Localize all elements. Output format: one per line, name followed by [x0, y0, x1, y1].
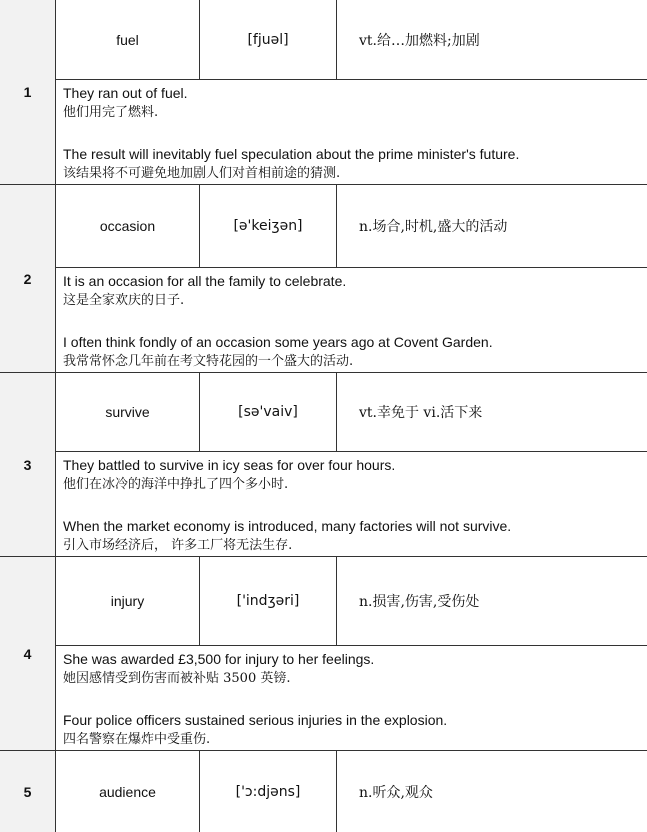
example-chinese: 引入市场经济后， 许多工厂将无法生存.: [63, 538, 293, 553]
example-sentence: [63, 83, 647, 123]
entry-number: 2: [0, 185, 56, 372]
example-sentences: [56, 452, 647, 556]
example-sentence: [63, 710, 647, 750]
phonetic-cell: [fjuəl]: [200, 0, 337, 79]
vocab-entry: [0, 0, 647, 185]
example-english: They battled to survive in icy seas for over four hours.: [63, 457, 396, 473]
vocab-entry: [0, 751, 647, 832]
entry-number: 3: [0, 373, 56, 556]
word-row: [56, 185, 647, 268]
entry-content: [56, 373, 647, 556]
entry-content: [56, 185, 647, 372]
word-cell: survive: [56, 373, 200, 451]
phonetic-cell: [ə'keiʒən]: [200, 185, 337, 267]
word-cell: fuel: [56, 0, 200, 79]
example-sentence: [63, 455, 647, 495]
definition-cell: n.听众,观众: [359, 784, 433, 801]
example-english: It is an occasion for all the family to celebrate.: [63, 273, 347, 289]
example-sentence: [63, 516, 647, 556]
word-row: [56, 0, 647, 80]
example-chinese: 她因感情受到伤害而被补贴 3500 英镑.: [63, 671, 291, 686]
entry-number: 4: [0, 557, 56, 750]
example-chinese: 这是全家欢庆的日子.: [63, 293, 185, 308]
example-sentence: [63, 144, 647, 184]
definition-cell: n.场合,时机,盛大的活动: [359, 219, 508, 235]
entry-number: 1: [0, 0, 56, 184]
word-cell: audience: [56, 751, 200, 832]
example-sentence: [63, 332, 647, 372]
phonetic-cell: [sə'vaiv]: [200, 373, 337, 451]
example-english: I often think fondly of an occasion some years ago at Covent Garden.: [63, 334, 493, 350]
phonetic-cell: ['ɔ:djəns]: [200, 751, 337, 832]
vocab-entry: [0, 185, 647, 373]
example-sentence: [63, 271, 647, 311]
word-row: [56, 373, 647, 452]
word-row: [56, 557, 647, 646]
example-chinese: 我常常怀念几年前在考文特花园的一个盛大的活动.: [63, 354, 354, 369]
word-cell: injury: [56, 557, 200, 645]
example-english: When the market economy is introduced, many factories will not survive.: [63, 518, 512, 534]
vocab-entry: [0, 373, 647, 557]
entry-content: [56, 0, 647, 184]
example-english: She was awarded £3,500 for injury to her feelings.: [63, 651, 375, 667]
word-cell: occasion: [56, 185, 200, 267]
entry-number: 5: [0, 751, 56, 832]
example-chinese: 他们在冰冷的海洋中挣扎了四个多小时.: [63, 477, 289, 492]
definition-cell: n.损害,伤害,受伤处: [359, 594, 480, 610]
example-chinese: 四名警察在爆炸中受重伤.: [63, 732, 211, 747]
example-english: They ran out of fuel.: [63, 85, 188, 101]
example-sentences: [56, 646, 647, 750]
word-row: [56, 751, 647, 832]
example-sentences: [56, 268, 647, 372]
example-english: The result will inevitably fuel speculation about the prime minister's future.: [63, 146, 520, 162]
example-english: Four police officers sustained serious injuries in the explosion.: [63, 712, 448, 728]
example-chinese: 该结果将不可避免地加剧人们对首相前途的猜测.: [63, 166, 341, 181]
example-sentences: [56, 80, 647, 184]
phonetic-cell: ['indʒəri]: [200, 557, 337, 645]
definition-cell: vt.给…加燃料;加剧: [359, 32, 480, 49]
definition-cell: vt.幸免于 vi.活下来: [359, 405, 483, 421]
entry-content: [56, 751, 647, 832]
vocab-entry: [0, 557, 647, 751]
example-sentence: [63, 649, 647, 689]
entry-content: [56, 557, 647, 750]
example-chinese: 他们用完了燃料.: [63, 105, 159, 120]
